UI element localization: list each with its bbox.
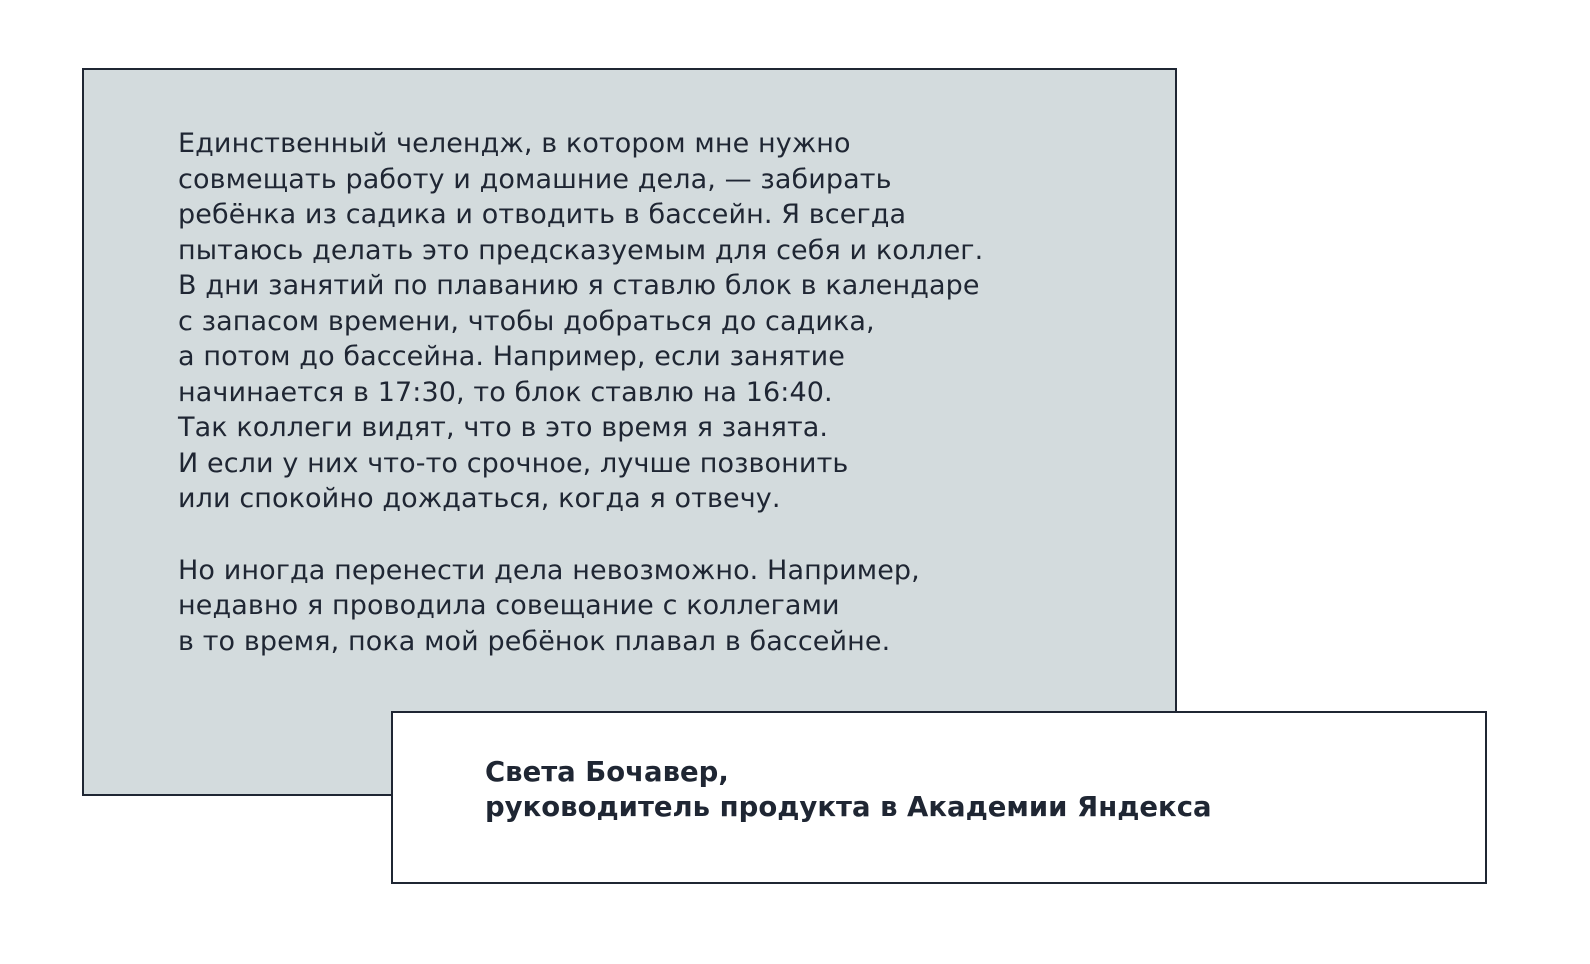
quote-line: недавно я проводила совещание с коллегами — [178, 590, 840, 621]
author-name: Света Бочавер, — [485, 756, 729, 788]
quote-line: совмещать работу и домашние дела, — забирать — [178, 163, 892, 195]
quote-paragraph-1 — [178, 126, 1108, 517]
author-card — [391, 711, 1487, 884]
quote-line: И если у них что-то срочное, лучше позвонить — [178, 447, 849, 479]
quote-line: в то время, пока мой ребёнок плавал в бассейне. — [178, 625, 891, 657]
quote-line: начинается в 17:30, то блок ставлю на 16:40. — [178, 376, 833, 408]
quote-line: ребёнка из садика и отводить в бассейн. Я всегда — [178, 199, 907, 230]
quote-paragraph-2 — [178, 553, 1108, 660]
author-caption — [485, 755, 1212, 825]
quote-line: Так коллеги видят, что в это время я занята. — [178, 412, 829, 443]
quote-line: В дни занятий по плаванию я ставлю блок в календаре — [178, 270, 980, 301]
quote-text — [178, 126, 1108, 659]
quote-line: пытаюсь делать это предсказуемым для себя и коллег. — [178, 234, 984, 266]
quote-line: с запасом времени, чтобы добраться до садика, — [178, 305, 875, 337]
quote-line: Но иногда перенести дела невозможно. Например, — [178, 554, 920, 586]
author-role: руководитель продукта в Академии Яндекса — [485, 791, 1212, 823]
quote-line: Единственный челендж, в котором мне нужно — [178, 128, 851, 159]
quote-line: или спокойно дождаться, когда я отвечу. — [178, 483, 781, 514]
quote-card — [82, 68, 1177, 796]
quote-line: а потом до бассейна. Например, если занятие — [178, 341, 845, 372]
